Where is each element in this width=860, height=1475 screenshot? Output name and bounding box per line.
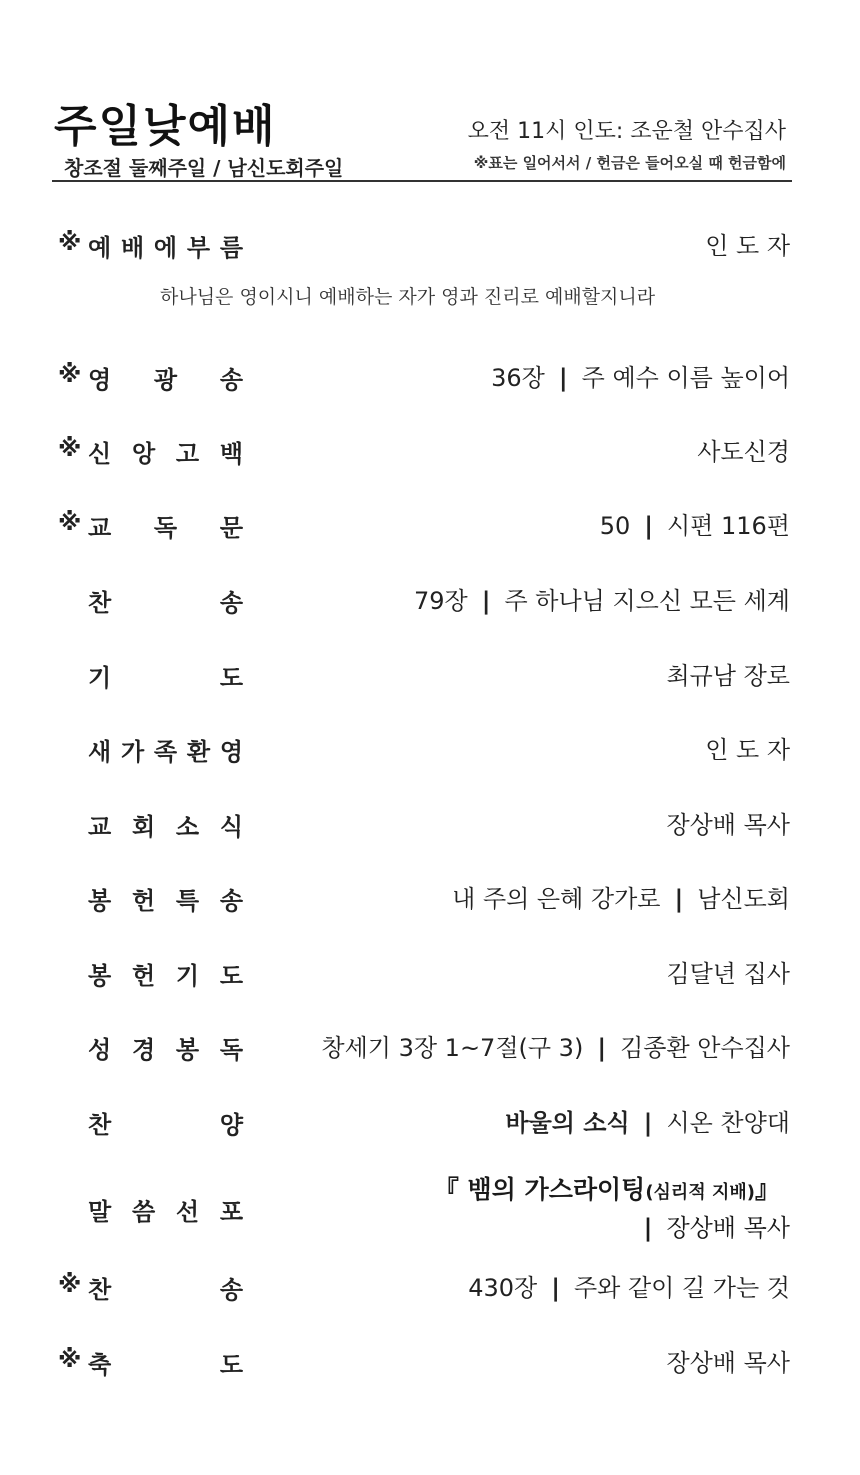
label-char: 봉 [88,962,112,990]
order-item-text: 장상배 목사 [666,811,790,839]
order-item-label [58,508,243,540]
order-item [58,799,790,845]
order-item-detail [666,1343,790,1378]
order-item [58,650,790,696]
order-item-reference: 50 [599,512,631,540]
order-item-label [58,1192,243,1224]
order-item-reference: 79장 [413,587,468,615]
standing-mark: ※ [58,508,82,536]
label-char: 광 [153,366,178,394]
order-item-label [58,881,243,913]
order-item-text: 김달년 집사 [666,960,790,988]
label-char: 교 [88,514,112,542]
label-char: 포 [219,1198,243,1226]
order-item-label [58,360,243,392]
standing-mark: ※ [58,1345,82,1373]
order-item [58,948,790,994]
label-characters [88,881,243,916]
label-char: 찬 [88,589,112,617]
label-char: 특 [175,887,200,915]
separator-bar: | [643,1109,653,1137]
order-item-label [58,1270,243,1302]
label-char: 도 [219,962,243,990]
sermon-preacher-line [630,1208,790,1243]
label-char: 성 [88,1036,112,1064]
order-item-text: 장상배 목사 [666,1349,790,1377]
order-item [58,220,790,266]
label-char: 교 [88,813,112,841]
label-characters [88,1030,243,1065]
label-characters [88,583,243,618]
order-item-label [58,732,243,764]
label-characters [88,434,243,469]
order-item-text: 주 하나님 지으신 모든 세계 [504,587,790,615]
page-title: 주일낮예배 [54,101,277,152]
label-char: 봉 [88,887,112,915]
label-char: 소 [175,813,200,841]
order-item-label [58,228,243,260]
separator-bar: | [481,587,491,615]
label-char: 배 [120,234,145,262]
label-characters [88,658,243,693]
order-item-detail [697,432,790,467]
label-char: 경 [131,1036,156,1064]
order-item-detail [705,226,790,261]
label-char: 족 [153,738,178,766]
label-char: 백 [219,440,243,468]
label-char: 축 [88,1351,112,1379]
label-char: 찬 [88,1276,112,1304]
label-char: 문 [219,514,243,542]
order-item-text: 주 예수 이름 높이어 [581,364,790,392]
label-char: 신 [88,440,112,468]
call-to-worship-verse: 하나님은 영이시니 예배하는 자가 영과 진리로 예배할지니라 [160,286,656,308]
order-item-reference: 430장 [468,1274,538,1302]
label-characters [88,360,243,395]
order-item-detail [600,506,790,541]
label-char: 기 [88,664,112,692]
order-item [58,500,790,546]
standing-mark: ※ [58,228,82,256]
bulletin-header [52,88,792,183]
label-char: 식 [219,813,243,841]
label-char: 영 [88,366,112,394]
order-item-reference: 창세기 3장 1~7절(구 3) [321,1034,584,1062]
order-item-detail [505,1103,790,1138]
label-char: 독 [219,1036,243,1064]
label-char: 양 [219,1111,243,1139]
order-item [58,1022,790,1068]
order-item-text: 김종환 안수집사 [620,1034,790,1062]
order-item-label [58,1345,243,1377]
label-char: 영 [219,738,243,766]
order-item-reference: 바울의 소식 [505,1109,630,1137]
sermon-title-sub: (심리적 지배) [645,1182,755,1203]
label-characters [88,1345,243,1380]
label-char: 헌 [131,887,156,915]
order-item-text: 주와 같이 길 가는 것 [574,1274,790,1302]
label-characters [88,732,243,767]
label-characters [88,807,243,842]
order-item-reference: 36장 [491,364,545,392]
label-char: 도 [219,664,243,692]
order-item [58,1337,790,1383]
sermon-title-main: 뱀의 가스라이팅 [467,1175,646,1204]
label-characters [88,508,243,543]
label-characters [88,228,243,263]
standing-mark: ※ [58,360,82,388]
order-item-reference: 내 주의 은혜 강가로 [452,885,661,913]
label-char: 기 [175,962,200,990]
label-char: 예 [88,234,112,262]
standing-note: ※표는 일어서서 / 헌금은 들어오실 때 헌금함에 [473,154,786,172]
label-char: 헌 [131,962,156,990]
label-char: 송 [219,366,243,394]
sermon-title-open: 『 [433,1175,468,1204]
label-char: 도 [219,1351,243,1379]
service-subtitle: 창조절 둘째주일 / 남신도회주일 [64,156,344,180]
order-item-text: 인 도 자 [705,232,790,260]
separator-bar: | [644,512,653,540]
order-item-detail [468,1268,790,1303]
order-item-label [58,658,243,690]
sermon-title [434,1170,780,1206]
order-item-detail [491,358,790,393]
order-item-detail [452,879,790,914]
label-char: 가 [120,738,145,766]
label-characters [88,1192,243,1227]
order-item-label [58,956,243,988]
label-char: 에 [153,234,178,262]
order-item-label [58,583,243,615]
order-item-label [58,807,243,839]
label-char: 앙 [131,440,156,468]
sermon-title-close: 』 [754,1175,780,1204]
label-char: 고 [175,440,200,468]
label-char: 씀 [131,1198,156,1226]
standing-mark: ※ [58,1270,82,1298]
order-item-text: 남신도회 [697,885,790,913]
order-item-detail [705,730,790,765]
label-char: 송 [219,589,243,617]
separator-bar: | [643,1214,653,1242]
label-char: 름 [219,234,243,262]
label-char: 송 [219,887,243,915]
standing-mark: ※ [58,434,82,462]
label-char: 환 [186,738,211,766]
order-item-label [58,1105,243,1137]
separator-bar: | [597,1034,607,1062]
order-item-label [58,434,243,466]
order-item-text: 시온 찬양대 [666,1109,790,1137]
order-item-text: 최규남 장로 [666,662,790,690]
order-item [58,575,790,621]
order-item [58,426,790,472]
service-time-leader: 오전 11시 인도: 조운철 안수집사 [467,119,786,144]
label-characters [88,956,243,991]
label-char: 회 [131,813,156,841]
label-char: 선 [175,1198,200,1226]
order-item-detail [666,805,790,840]
label-char: 송 [219,1276,243,1304]
label-char: 봉 [175,1036,200,1064]
label-char: 찬 [88,1111,112,1139]
order-item [58,724,790,770]
label-characters [88,1105,243,1140]
order-item [58,352,790,398]
label-char: 말 [88,1198,112,1226]
label-char: 부 [186,234,211,262]
order-item-detail [666,954,790,989]
label-characters [88,1270,243,1305]
order-item [58,1097,790,1143]
order-item-detail [666,656,790,691]
label-char: 독 [153,514,178,542]
order-item-text: 인 도 자 [705,736,790,764]
separator-bar: | [551,1274,560,1302]
order-item-text: 사도신경 [697,438,790,466]
separator-bar: | [674,885,684,913]
order-item-detail [321,1028,790,1063]
label-char: 새 [88,738,112,766]
order-item-sermon [58,1170,790,1250]
sermon-preacher: 장상배 목사 [666,1214,790,1242]
separator-bar: | [558,364,568,392]
order-item-label [58,1030,243,1062]
order-item [58,873,790,919]
order-item [58,1262,790,1308]
header-divider [52,180,792,182]
order-item-detail [414,581,790,616]
order-item-text: 시편 116편 [667,512,790,540]
